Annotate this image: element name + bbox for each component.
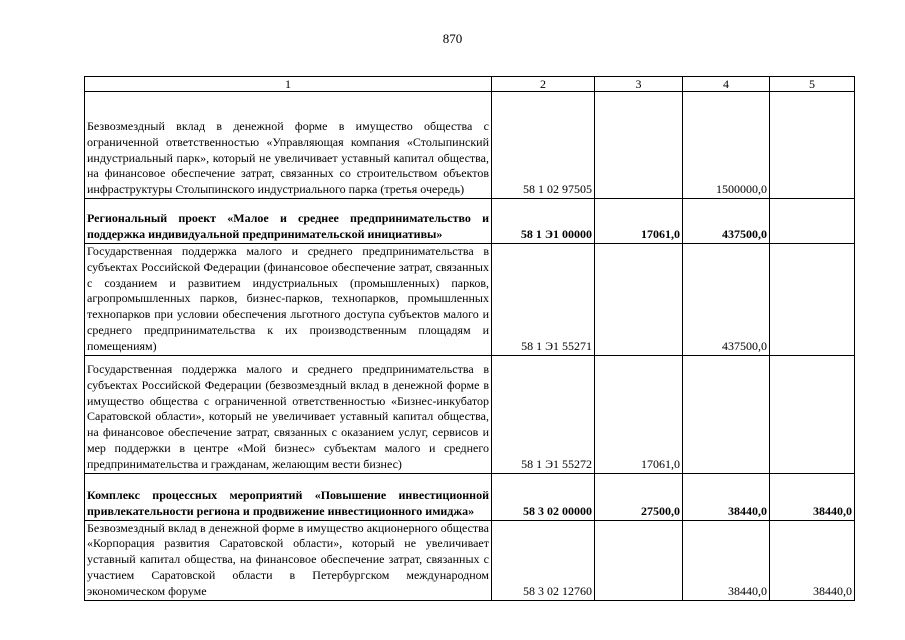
row-description: Безвозмездный вклад в денежной форме в имущество общества с ограниченной ответственностью «Управляющая компания «Столыпинский индустриальный парк», который не увеличивает уставный капитал общества, на финансовое обеспечение затрат, связанных со строительством объектов инфраструктуры Столыпинского индустриального парка (третья очередь) [85, 92, 492, 199]
row-description: Безвозмездный вклад в денежной форме в имущество акционерного общества «Корпорация развития Саратовской области», который не увеличивает уставный капитал общества, на финансовое обеспечение затрат, связанных с участием Саратовской области в Петербургском международном экономическом форуме [85, 520, 492, 600]
row-value-col5: 38440,0 [770, 520, 855, 600]
table-row-section [85, 473, 855, 520]
header-cell-5: 5 [770, 77, 855, 92]
row-value-col4: 38440,0 [683, 520, 770, 600]
row-description: Государственная поддержка малого и среднего предпринимательства в субъектах Российской Федерации (безвозмездный вклад в денежной форме в имущество общества с ограниченной ответственностью «Бизнес-инкубатор Саратовской области», который не увеличивает уставный капитал общества, на финансовое обеспечение затрат, связанных с оказанием услуг, сервисов и мер поддержки в центре «Мой бизнес» субъектам малого и среднего предпринимательства и гражданам, желающим вести бизнес) [85, 355, 492, 473]
row-value-col5 [770, 92, 855, 199]
budget-table [84, 76, 855, 601]
row-value-col4: 437500,0 [683, 199, 770, 244]
table-row [85, 244, 855, 356]
header-cell-1: 1 [85, 77, 492, 92]
row-value-col3: 17061,0 [595, 355, 683, 473]
row-description: Государственная поддержка малого и среднего предпринимательства в субъектах Российской Федерации (финансовое обеспечение затрат, связанных с созданием и развитием индустриальных (промышленных) парков, агропромышленных парков, бизнес-парков, технопарков, промышленных технопарков при условии обеспечения льготного доступа субъектов малого и среднего предпринимательства к их производственным площадям и помещениям) [85, 244, 492, 356]
table-row [85, 355, 855, 473]
header-cell-3: 3 [595, 77, 683, 92]
row-code: 58 1 02 97505 [492, 92, 595, 199]
row-description: Комплекс процессных мероприятий «Повышение инвестиционной привлекательности региона и продвижение инвестиционного имиджа» [85, 473, 492, 520]
header-cell-4: 4 [683, 77, 770, 92]
row-value-col3 [595, 92, 683, 199]
table-row [85, 92, 855, 199]
row-value-col3: 27500,0 [595, 473, 683, 520]
header-cell-2: 2 [492, 77, 595, 92]
table-row-section [85, 199, 855, 244]
row-value-col3 [595, 244, 683, 356]
row-value-col5 [770, 355, 855, 473]
row-value-col4: 1500000,0 [683, 92, 770, 199]
row-value-col5 [770, 199, 855, 244]
row-value-col4 [683, 355, 770, 473]
row-value-col5 [770, 244, 855, 356]
page-number: 870 [442, 31, 463, 46]
row-code: 58 1 Э1 55272 [492, 355, 595, 473]
row-code: 58 3 02 00000 [492, 473, 595, 520]
header-row [85, 77, 855, 92]
row-code: 58 1 Э1 55271 [492, 244, 595, 356]
row-value-col4: 437500,0 [683, 244, 770, 356]
row-code: 58 3 02 12760 [492, 520, 595, 600]
row-value-col4: 38440,0 [683, 473, 770, 520]
row-value-col5: 38440,0 [770, 473, 855, 520]
table-row [85, 520, 855, 600]
row-value-col3: 17061,0 [595, 199, 683, 244]
row-value-col3 [595, 520, 683, 600]
row-description: Региональный проект «Малое и среднее предпринимательство и поддержка индивидуальной предпринимательской инициативы» [85, 199, 492, 244]
row-code: 58 1 Э1 00000 [492, 199, 595, 244]
